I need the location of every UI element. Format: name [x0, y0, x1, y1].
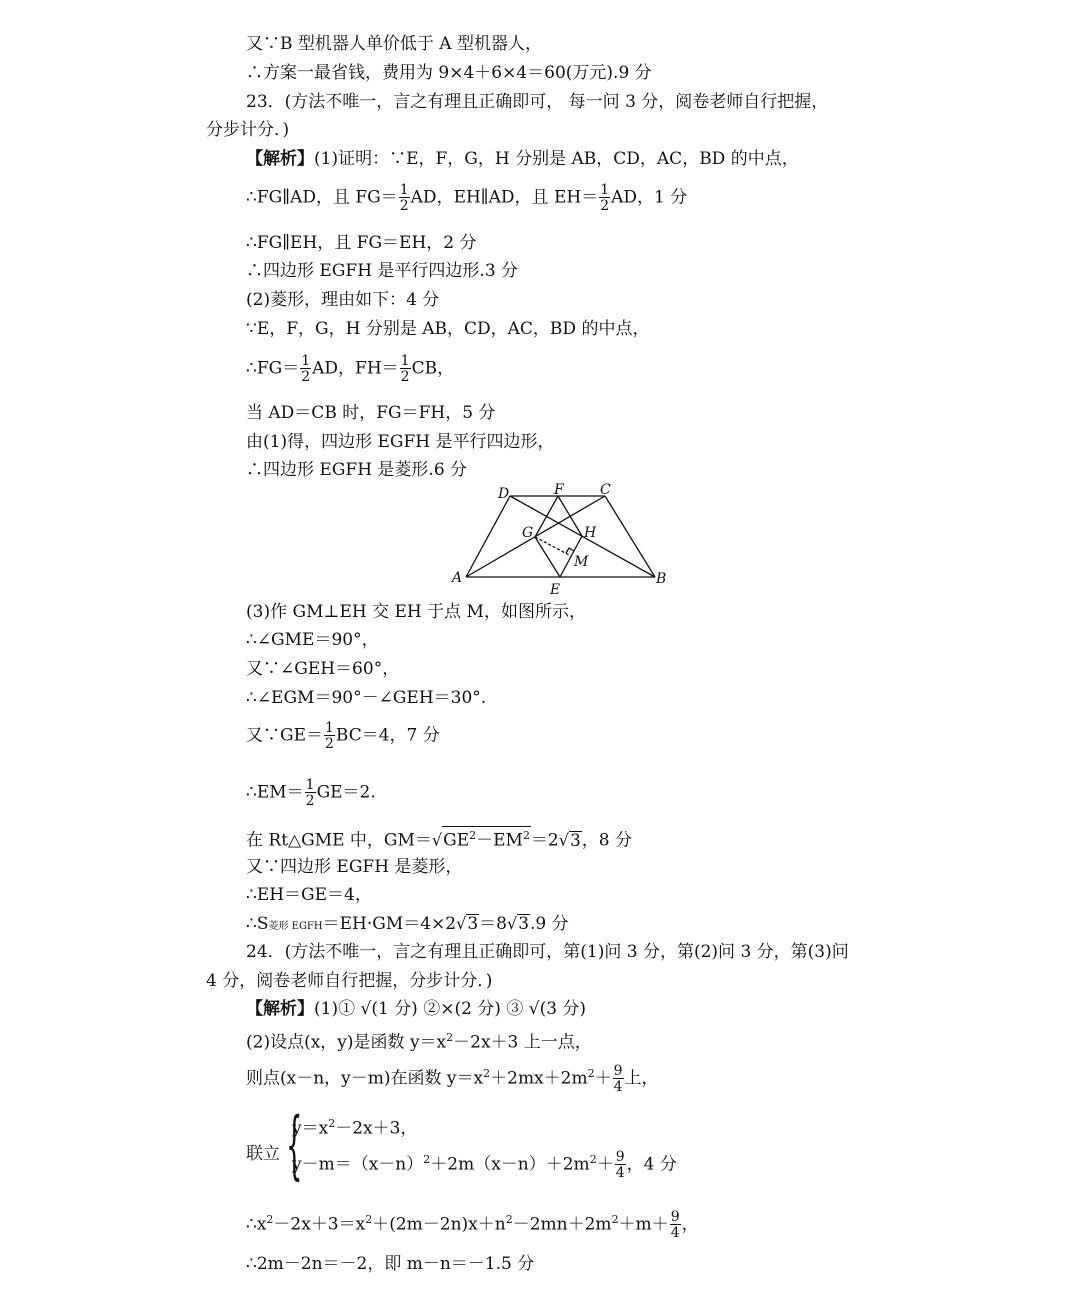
denominator: 2 [399, 198, 409, 214]
trapezoid-figure [440, 480, 680, 600]
numerator: 1 [325, 720, 334, 736]
text: .9 分 [530, 914, 569, 934]
label-h: H [584, 525, 597, 541]
text: AD，FH＝ [312, 358, 399, 379]
denominator: 2 [600, 198, 610, 214]
numerator: 9 [670, 1209, 680, 1226]
label-b: B [656, 571, 667, 587]
text: －2x＋3＝x [273, 1214, 366, 1235]
text-line: ∵E，F，G，H 分别是 AB，CD，AC，BD 的中点， [246, 319, 650, 339]
fraction [615, 1150, 626, 1180]
text-line: 由(1)得，四边形 EGFH 是平行四边形， [246, 432, 555, 452]
left-brace: { [286, 1102, 303, 1188]
label-c: C [600, 482, 611, 498]
text-line: 4 分，阅卷老师自行把握，分步计分．) [206, 971, 493, 991]
text: －EM [476, 830, 523, 851]
exponent: 2 [589, 1153, 597, 1166]
radicand: 3 [467, 914, 479, 934]
numerator: 1 [600, 182, 610, 198]
exponent: 2 [505, 1213, 513, 1226]
text-line: 分步计分．) [206, 120, 290, 140]
system-label: 联立 [246, 1144, 280, 1164]
radicand: 3 [569, 830, 581, 851]
radicand: 3 [518, 914, 530, 934]
text-line: 又∵四边形 EGFH 是菱形， [246, 857, 463, 877]
label-f: F [554, 482, 564, 498]
label-a: A [452, 570, 463, 586]
text-line [246, 1062, 659, 1094]
radical-sign: √ [431, 830, 443, 850]
text: AD，1 分 [611, 187, 688, 208]
text: y－m＝（x－n） [292, 1154, 424, 1175]
text: ＋m＋ [618, 1214, 669, 1235]
exponent: 2 [328, 1117, 336, 1130]
text: (2)设点(x，y)是函数 y＝x [246, 1032, 447, 1053]
denominator: 4 [615, 1165, 625, 1182]
text: －2x＋3 上一点， [453, 1032, 592, 1053]
radical-sign: √ [506, 914, 518, 933]
segment-bc [605, 496, 655, 577]
text: ＝2 [530, 830, 559, 851]
text: ，8 分 [581, 830, 633, 851]
text-line [246, 354, 454, 384]
text: －2mn＋2m [512, 1214, 612, 1235]
text-line: 当 AD＝CB 时，FG＝FH，5 分 [246, 403, 496, 423]
exponent: 2 [446, 1031, 454, 1044]
numerator: 9 [613, 1063, 623, 1080]
text-line: 又∵B 型机器人单价低于 A 型机器人， [246, 34, 542, 54]
text-line: ∴2m－2n＝－2，即 m－n＝－1.5 分 [246, 1254, 535, 1274]
denominator: 4 [670, 1225, 680, 1242]
text: ＋(2m－2n)x＋n [372, 1214, 506, 1235]
fraction [300, 354, 311, 384]
text-line: (2)菱形，理由如下：4 分 [246, 290, 440, 310]
text: ∴FG∥AD，且 FG＝ [246, 187, 398, 208]
text-line [246, 147, 799, 171]
radical-sign: √ [456, 914, 467, 933]
numerator: 9 [615, 1149, 625, 1166]
subscript: 菱形 EGFH [268, 921, 323, 932]
text: ＋ [594, 1068, 612, 1089]
analysis-label: 【解析】 [246, 149, 314, 169]
text: (1)证明：∵E，F，G，H 分别是 AB，CD，AC，BD 的中点， [314, 149, 799, 169]
text-line [246, 778, 376, 808]
fraction [399, 183, 410, 213]
radicand [442, 826, 531, 850]
text-line: 又∵∠GEH＝60°， [246, 659, 400, 679]
fraction [670, 1210, 681, 1240]
text: ＋2mx＋2m [490, 1068, 588, 1089]
radical-sign: √ [558, 830, 569, 850]
text: y＝x [292, 1118, 329, 1139]
text-line [246, 1208, 699, 1240]
label-d: D [498, 486, 510, 502]
text: GE＝2. [316, 782, 376, 803]
text: BC＝4，7 分 [335, 725, 440, 746]
text-line: ∴四边形 EGFH 是菱形.6 分 [246, 460, 468, 480]
numerator: 1 [301, 353, 311, 369]
fraction [599, 183, 610, 213]
exponent: 2 [522, 829, 530, 842]
text-line [246, 183, 687, 213]
fraction [305, 778, 316, 808]
denominator: 4 [613, 1079, 623, 1096]
segment-ge [535, 537, 560, 577]
text: ＝EH·GM＝4×2 [322, 914, 457, 934]
text-line: (3)作 GM⊥EH 交 EH 于点 M，如图所示， [246, 602, 586, 622]
denominator: 2 [400, 369, 410, 385]
fraction [613, 1064, 624, 1094]
text: ＋2m（x－n）＋2m [430, 1154, 590, 1175]
exponent: 2 [423, 1153, 431, 1166]
label-g: G [522, 525, 534, 541]
numerator: 1 [305, 777, 315, 793]
numerator: 1 [399, 182, 409, 198]
label-e: E [550, 582, 561, 598]
text-line: ∴EH＝GE＝4， [246, 885, 372, 905]
exponent: 2 [483, 1067, 491, 1080]
text: ∴FG＝ [246, 358, 300, 379]
text: AD，EH∥AD，且 EH＝ [410, 187, 599, 208]
denominator: 2 [325, 736, 334, 752]
label-m: M [574, 554, 589, 570]
text-line: ∴方案一最省钱，费用为 9×4＋6×4＝60(万元).9 分 [246, 63, 652, 83]
exponent: 2 [611, 1213, 619, 1226]
fraction [400, 354, 411, 384]
text: 上， [624, 1068, 659, 1089]
denominator: 2 [305, 793, 315, 809]
text-line: ∴四边形 EGFH 是平行四边形.3 分 [246, 261, 519, 281]
exponent: 2 [469, 829, 477, 842]
text: ∴EM＝ [246, 782, 304, 803]
text-line: 24．(方法不唯一，言之有理且正确即可，第(1)问 3 分，第(2)问 3 分，第(3)问 [246, 942, 849, 962]
text: 则点(x－n，y－m)在函数 y＝x [246, 1068, 484, 1089]
text: ∴S [246, 914, 269, 934]
fraction [324, 721, 335, 751]
equation-1 [292, 1112, 417, 1141]
analysis-label: 【解析】 [246, 999, 314, 1019]
denominator: 2 [301, 369, 311, 385]
text: ， [681, 1214, 699, 1235]
text: ＝8 [479, 914, 507, 934]
text-line [246, 721, 440, 751]
text: ＋ [596, 1154, 614, 1175]
text: ∴x [246, 1214, 267, 1235]
text: －2x＋3， [335, 1118, 418, 1139]
exponent: 2 [365, 1213, 373, 1226]
exponent: 2 [587, 1067, 595, 1080]
equation-2 [292, 1148, 677, 1180]
segment-fg [535, 496, 558, 537]
text-line [246, 1026, 592, 1055]
text: 又∵GE＝ [246, 725, 323, 746]
text: 在 Rt△GME 中，GM＝ [246, 830, 432, 851]
text-line: 23．(方法不唯一，言之有理且正确即可， 每一问 3 分，阅卷老师自行把握， [246, 92, 829, 112]
exponent: 2 [266, 1213, 274, 1226]
text-line [246, 826, 632, 853]
text: (1)① √(1 分) ②×(2 分) ③ √(3 分) [314, 999, 587, 1019]
text-line [246, 912, 569, 939]
text-line [246, 997, 586, 1021]
text: GE [443, 830, 470, 851]
text-line: ∴∠GME＝90°， [246, 630, 379, 650]
text: ，4 分 [626, 1154, 677, 1175]
numerator: 1 [400, 353, 410, 369]
text-line: ∴FG∥EH，且 FG＝EH，2 分 [246, 233, 477, 253]
text: CB， [411, 358, 455, 379]
text-line: ∴∠EGM＝90°－∠GEH＝30°. [246, 688, 487, 708]
